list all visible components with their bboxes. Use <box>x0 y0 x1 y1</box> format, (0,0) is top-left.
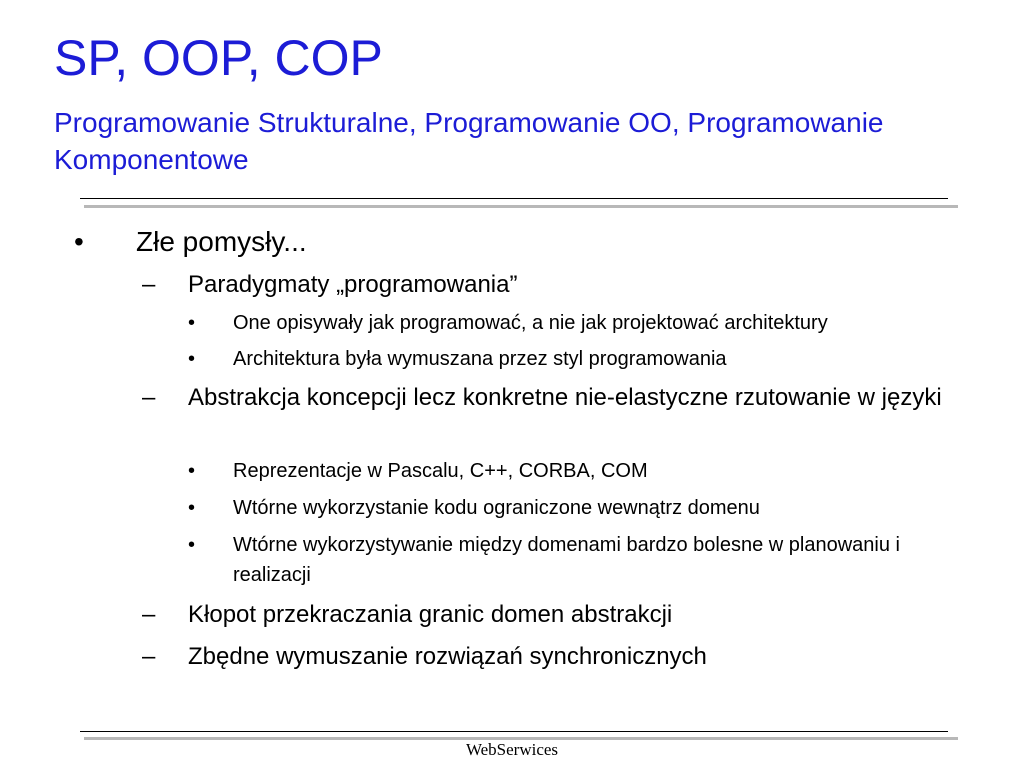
sub-bullet-marker: • <box>188 534 196 556</box>
sub-bullet-marker: • <box>188 348 196 370</box>
bullet-item: Reprezentacje w Pascalu, C++, CORBA, COM <box>233 460 648 482</box>
sub-bullet-marker: • <box>188 497 196 519</box>
footer-divider-line <box>80 731 948 732</box>
header-divider-line <box>80 198 948 199</box>
bullet-item: Wtórne wykorzystanie kodu ograniczone wewnątrz domenu <box>233 497 760 519</box>
sub-bullet-marker: • <box>188 312 196 334</box>
dash-marker: – <box>142 601 156 628</box>
dash-marker: – <box>142 384 156 411</box>
header-divider-shadow <box>84 205 958 208</box>
sub-bullet-marker: • <box>188 460 196 482</box>
footer-text: WebSerwices <box>465 740 559 759</box>
slide-subtitle: Programowanie Strukturalne, Programowanie OO, Programowanie Komponentowe <box>54 107 884 175</box>
dash-marker: – <box>142 271 156 298</box>
bullet-item: Zbędne wymuszanie rozwiązań synchronicznych <box>188 643 707 670</box>
slide-title: SP, OOP, COP <box>54 30 383 86</box>
bullet-item: Paradygmaty „programowania” <box>188 271 518 298</box>
bullet-item: Architektura była wymuszana przez styl programowania <box>233 348 727 370</box>
bullet-item: One opisywały jak programować, a nie jak projektować architektury <box>233 312 828 334</box>
bullet-item: Wtórne wykorzystywanie między domenami bardzo bolesne w planowaniu i realizacji <box>233 534 900 586</box>
bullet-item: Abstrakcja koncepcji lecz konkretne nie-elastyczne rzutowanie w języki <box>188 384 942 411</box>
bullet-item: Złe pomysły... <box>136 226 307 257</box>
bullet-item: Kłopot przekraczania granic domen abstrakcji <box>188 601 673 628</box>
bullet-marker: • <box>74 226 84 257</box>
dash-marker: – <box>142 643 156 670</box>
